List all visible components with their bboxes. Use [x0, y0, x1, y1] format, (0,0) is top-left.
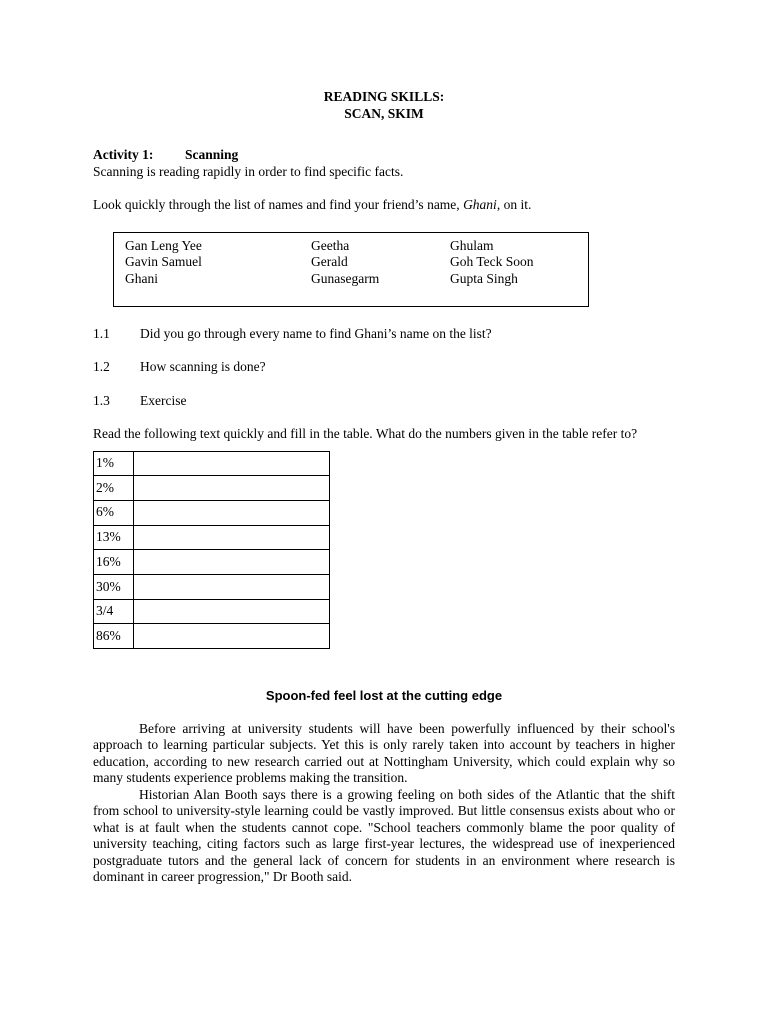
instruction [93, 197, 675, 214]
answer-cell[interactable] [134, 550, 330, 575]
names-row [125, 271, 588, 288]
name-cell: Gavin Samuel [125, 254, 202, 269]
table-row [94, 476, 330, 501]
table-row [94, 599, 330, 624]
question-number: 1.3 [93, 392, 110, 408]
name-cell: Gerald [311, 254, 348, 269]
name-cell: Ghani [125, 270, 158, 286]
question-text: Did you go through every name to find Ghani’s name on the list? [140, 325, 492, 341]
title-line-2: SCAN, SKIM [344, 106, 424, 121]
answer-cell[interactable] [134, 451, 330, 476]
name-cell: Gupta Singh [450, 270, 518, 286]
table-key: 2% [94, 476, 134, 501]
percent-table [93, 451, 330, 650]
title-line-1: READING SKILLS: [323, 89, 445, 104]
table-row [94, 624, 330, 649]
question-item [93, 359, 675, 376]
activity-heading [93, 147, 675, 164]
activity-number: Activity 1: [93, 147, 154, 162]
question-item [93, 393, 675, 410]
answer-cell[interactable] [134, 476, 330, 501]
question-item [93, 326, 675, 343]
table-row [94, 500, 330, 525]
table-row [94, 574, 330, 599]
name-cell: Gunasegarm [311, 270, 380, 286]
answer-cell[interactable] [134, 574, 330, 599]
article-title: Spoon-fed feel lost at the cutting edge [265, 688, 503, 703]
instruction-prefix: Look quickly through the list of names and find your friend’s name, [93, 197, 464, 212]
names-row [125, 238, 588, 255]
table-row [94, 550, 330, 575]
table-key: 13% [94, 525, 134, 550]
instruction-suffix: , on it. [496, 197, 532, 212]
question-number: 1.1 [93, 325, 110, 341]
question-text: Exercise [140, 392, 187, 408]
answer-cell[interactable] [134, 500, 330, 525]
table-key: 30% [94, 574, 134, 599]
article-paragraph-2: Historian Alan Booth says there is a growing feeling on both sides of the Atlantic that the shift from school to university-style learning could be vastly improved. But little consensus exists about who or what is at fault when the students cannot cope. "School teachers commonly blame the poor quality of university teaching, citing factors such as large first-year lectures, the widespread use of inexperienced postgraduate tutors and the general lack of concern for students in an environment where research is dominant in career progression," Dr Booth said. [93, 786, 675, 884]
name-cell: Geetha [311, 237, 350, 253]
table-row [94, 525, 330, 550]
table-key: 16% [94, 550, 134, 575]
answer-cell[interactable] [134, 525, 330, 550]
exercise-intro: Read the following text quickly and fill in the table. What do the numbers given in the table refer to? [93, 426, 638, 441]
document-page [93, 88, 675, 886]
instruction-name: Ghani [463, 197, 497, 212]
names-list-box [113, 232, 589, 307]
names-row [125, 254, 588, 271]
name-cell: Ghulam [450, 237, 494, 253]
activity-name: Scanning [185, 147, 239, 162]
table-key: 86% [94, 624, 134, 649]
question-number: 1.2 [93, 359, 110, 374]
scanning-definition: Scanning is reading rapidly in order to find specific facts. [93, 163, 404, 179]
table-key: 1% [94, 451, 134, 476]
article-paragraph-1: Before arriving at university students will have been powerfully influenced by their school's approach to learning particular subjects. Yet this is only rarely taken into account by teachers in higher education, according to new research carried out at Nottingham University, which could explain why so many students experience problems making the transition. [93, 720, 675, 785]
name-cell: Goh Teck Soon [450, 254, 534, 269]
answer-cell[interactable] [134, 599, 330, 624]
table-row [94, 451, 330, 476]
name-cell: Gan Leng Yee [125, 237, 202, 253]
table-key: 3/4 [94, 599, 134, 624]
answer-cell[interactable] [134, 624, 330, 649]
question-text: How scanning is done? [140, 359, 266, 374]
table-key: 6% [94, 500, 134, 525]
page-title [93, 88, 675, 122]
